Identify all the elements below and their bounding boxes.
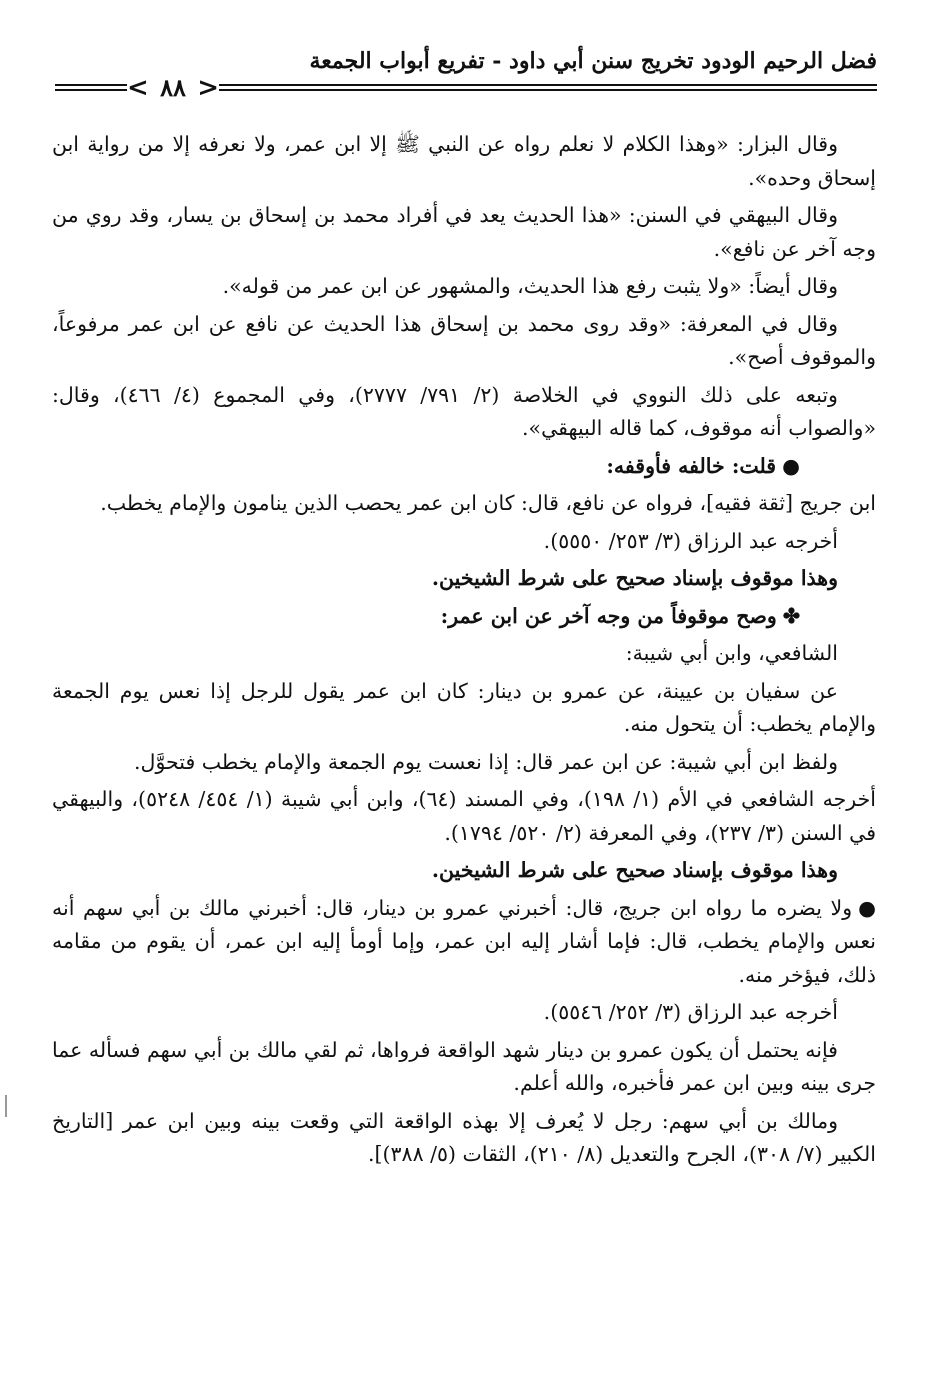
paragraph-19: ومالك بن أبي سهم: رجل لا يُعرف إلا بهذه الواقعة التي وقعت بينه وبين ابن عمر [التاريخ الكبير (٧/ ٣٠٨)، الجرح والتعديل (٨/ ٢١٠)، الثقات (٥/ ٣٨٨)]. — [52, 1108, 876, 1166]
page-body — [52, 128, 876, 1176]
page-header — [55, 48, 877, 110]
bullet-dot-icon: ● — [858, 895, 876, 920]
paragraph-17: أخرجه عبد الرزاق (٣/ ٢٥٢/ ٥٥٤٦). — [543, 1000, 838, 1024]
paragraph-4: وقال في المعرفة: «وقد روى محمد بن إسحاق هذا الحديث عن نافع عن ابن عمر مرفوعاً، والموقوف أصح». — [52, 311, 876, 369]
paragraph-5: وتبعه على ذلك النووي في الخلاصة (٢/ ٧٩١/ ٢٧٧٧)، وفي المجموع (٤/ ٤٦٦)، وقال: «والصواب أنه موقوف، كما قاله البيهقي». — [52, 382, 876, 440]
paragraph-6 — [52, 450, 876, 484]
paragraph-16 — [52, 892, 876, 993]
paragraph-text: ولا يضره ما رواه ابن جريج، قال: أخبرني عمرو بن دينار، قال: أخبرني مالك بن أبي سهم أنه نعس والإمام يخطب، قال: فإما أشار إليه ابن عمر، وإما أومأ إليه ابن عمر، أن يقوم من مقامه ذلك، فيؤخر منه. — [52, 895, 876, 987]
bullet-dot-icon: ● — [782, 453, 800, 478]
paragraph-13: ولفظ ابن أبي شيبة: عن ابن عمر قال: إذا نعست يوم الجمعة والإمام يخطب فتحوَّل. — [134, 749, 838, 774]
paragraph-1: وقال البزار: «وهذا الكلام لا نعلم رواه عن النبي ﷺ إلا ابن عمر، ولا نعرفه إلا من رواية ابن إسحاق وحده». — [52, 132, 876, 190]
paragraph-9: وهذا موقوف بإسناد صحيح على شرط الشيخين. — [431, 566, 838, 590]
section-heading: وصح موقوفاً من وجه آخر عن ابن عمر: — [440, 603, 777, 628]
bullet-flower-icon: ✤ — [782, 603, 800, 628]
paragraph-18: فإنه يحتمل أن يكون عمرو بن دينار شهد الواقعة فرواها، ثم لقي مالك بن أبي سهم فسأله عما جرى بينه وبين ابن عمر فأخبره، والله أعلم. — [52, 1037, 876, 1095]
bracket-left-icon: < — [127, 73, 149, 103]
bracket-right-icon: > — [197, 73, 219, 103]
paragraph-7: ابن جريج [ثقة فقيه]، فرواه عن نافع، قال: كان ابن عمر يحصب الذين ينامون والإمام يخطب. — [100, 491, 876, 515]
running-title: فضل الرحيم الودود تخريج سنن أبي داود - تفريع أبواب الجمعة — [309, 48, 877, 74]
paragraph-12: عن سفيان بن عيينة، عن عمرو بن دينار: كان ابن عمر يقول للرجل إذا نعس يوم الجمعة والإمام يخطب: أن يتحول منه. — [52, 678, 876, 736]
page-number-badge — [127, 72, 219, 104]
page-number: ٨٨ — [160, 73, 186, 102]
paragraph-3: وقال أيضاً: «ولا يثبت رفع هذا الحديث، والمشهور عن ابن عمر من قوله». — [222, 274, 838, 298]
scan-margin-mark — [5, 1095, 7, 1117]
section-heading: قلت: خالفه فأوقفه: — [606, 453, 777, 478]
paragraph-10 — [52, 600, 876, 634]
paragraph-14: أخرجه الشافعي في الأم (١/ ١٩٨)، وفي المسند (٦٤)، وابن أبي شيبة (١/ ٤٥٤/ ٥٢٤٨)، والبيهقي في السنن (٣/ ٢٣٧)، وفي المعرفة (٢/ ٥٢٠/ ١٧٩٤). — [52, 787, 876, 845]
paragraph-11: الشافعي، وابن أبي شيبة: — [625, 641, 838, 665]
paragraph-15: وهذا موقوف بإسناد صحيح على شرط الشيخين. — [431, 858, 838, 882]
paragraph-8: أخرجه عبد الرزاق (٣/ ٢٥٣/ ٥٥٥٠). — [543, 528, 838, 553]
paragraph-2: وقال البيهقي في السنن: «هذا الحديث يعد في أفراد محمد بن إسحاق بن يسار، وقد روي من وجه آخر عن نافع». — [52, 203, 876, 261]
